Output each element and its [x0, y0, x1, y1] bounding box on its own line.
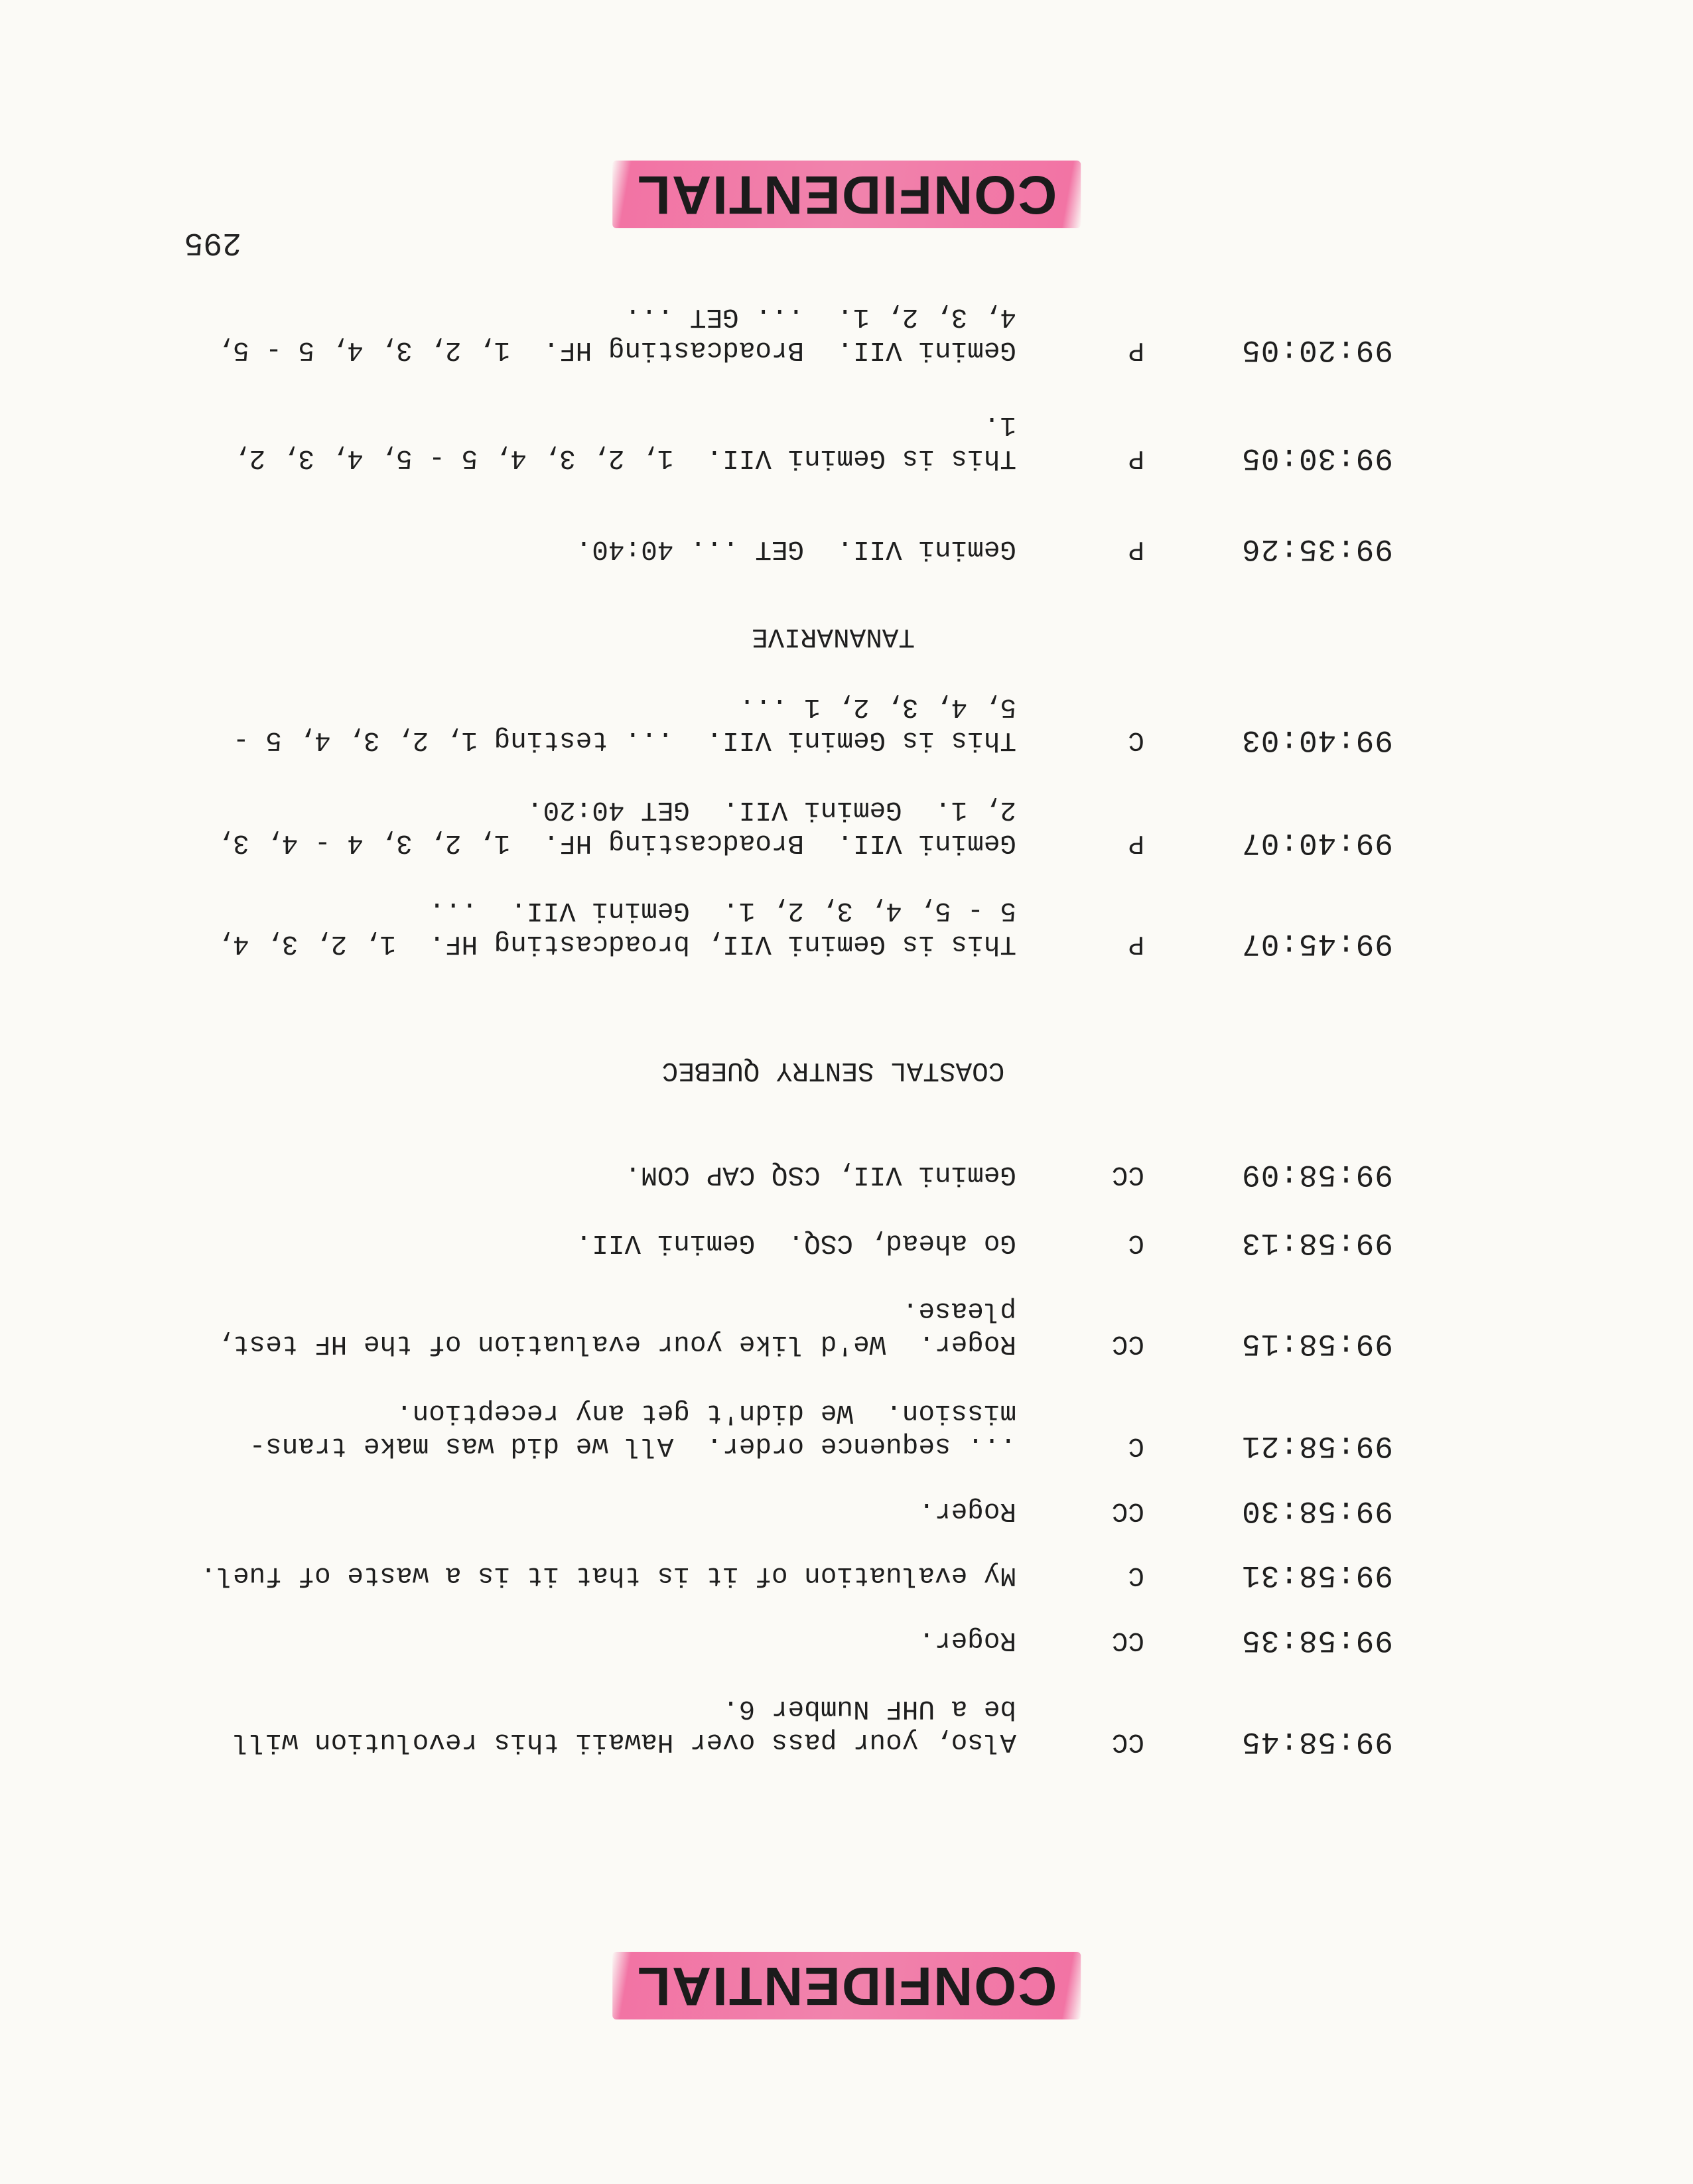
entry-time: 99:58:15: [1241, 1326, 1393, 1361]
entry-time: 99:45:07: [1241, 926, 1393, 961]
entry-speaker: C: [1128, 1560, 1144, 1590]
entry-text: Roger.: [918, 1495, 1016, 1526]
confidential-stamp-footer: CONFIDENTIAL: [612, 161, 1081, 228]
entry-text: This is Gemini VII. 1, 2, 3, 4, 5 - 5, 4, 3, 2, 1.: [233, 409, 1016, 473]
entry-text: Go ahead, CSQ. Gemini VII.: [575, 1227, 1016, 1258]
entry-speaker: C: [1128, 1430, 1144, 1461]
entry-text: Also, your pass over Hawaii this revolution will be a UHF Number 6.: [233, 1693, 1016, 1757]
entry-time: 99:20:05: [1241, 332, 1393, 367]
entry-speaker: CC: [1111, 1726, 1144, 1757]
confidential-stamp-header: CONFIDENTIAL: [612, 1952, 1081, 2019]
entry-speaker: P: [1128, 443, 1144, 473]
entry-speaker: C: [1128, 724, 1144, 755]
entry-text: ... sequence order. All we did was make trans- mission. We didn't get any reception.: [249, 1397, 1016, 1461]
entry-text: Gemini VII. GET ... 40:40.: [575, 533, 1016, 564]
entry-time: 99:58:21: [1241, 1428, 1393, 1463]
entry-speaker: P: [1128, 928, 1144, 959]
entry-time: 99:58:45: [1241, 1724, 1393, 1759]
entry-time: 99:40:03: [1241, 722, 1393, 757]
entry-time: 99:58:35: [1241, 1623, 1393, 1657]
entry-speaker: CC: [1111, 1625, 1144, 1655]
entry-text: Roger.: [918, 1625, 1016, 1655]
entry-text: This is Gemini VII. ... testing 1, 2, 3, 4, 5 - 5, 4, 3, 2, 1 ...: [233, 691, 1016, 755]
entry-time: 99:30:05: [1241, 441, 1393, 475]
entry-speaker: C: [1128, 1227, 1144, 1258]
entry-speaker: P: [1128, 533, 1144, 564]
entry-time: 99:58:13: [1241, 1225, 1393, 1260]
entry-speaker: CC: [1111, 1495, 1144, 1526]
entry-speaker: CC: [1111, 1328, 1144, 1359]
entry-time: 99:58:09: [1241, 1157, 1393, 1192]
entry-text: Gemini VII. Broadcasting HF. 1, 2, 3, 4, 5 - 5, 4, 3, 2, 1. ... GET ...: [216, 301, 1016, 365]
station-heading-tananarive: TANANARIVE: [751, 621, 915, 651]
entry-text: Roger. We'd like your evaluation of the HF test, please.: [216, 1295, 1016, 1359]
entry-text: My evaluation of it is that it is a waste of fuel.: [200, 1560, 1016, 1590]
entry-time: 99:58:31: [1241, 1558, 1393, 1592]
entry-speaker: CC: [1111, 1159, 1144, 1190]
entry-speaker: P: [1128, 334, 1144, 365]
entry-text: Gemini VII. Broadcasting HF. 1, 2, 3, 4 - 4, 3, 2, 1. Gemini VII. GET 40:20.: [216, 794, 1016, 858]
station-heading-coastal-sentry-quebec: COASTAL SENTRY QUEBEC: [661, 1055, 1005, 1085]
entry-text: This is Gemini VII, broadcasting HF. 1, 2, 3, 4, 5 - 5, 4, 3, 2, 1. Gemini VII. ...: [216, 895, 1016, 959]
entry-time: 99:40:07: [1241, 825, 1393, 860]
entry-time: 99:35:26: [1241, 531, 1393, 566]
entry-text: Gemini VII, CSQ CAP COM.: [624, 1159, 1016, 1190]
entry-speaker: P: [1128, 827, 1144, 858]
entry-time: 99:58:30: [1241, 1493, 1393, 1528]
transcript-page: 295 CONFIDENTIAL 99:20:05 P Gemini VII. Broadcasting HF. 1, 2, 3, 4, 5 - 5, 4, 3, 2, 1. ... GET ... 99:30:05 P This is Gemini VII. 1, 2, 3, 4, 5 - 5, 4, 3, 2, 1. 99:35:26 P Gemini VII. GET ... 40:40. TANANARIVE 99:40:03 C This is Gemini VII. ... testing 1, 2, 3, 4, 5 - 5, 4, 3, 2, 1 ... 99:40:07 P Gemini VII. Broadcasting HF. 1, 2, 3, 4 - 4, 3, 2, 1. Gemini VII. GET 40:20. 99:45:07 P This is Gemini VII, broadcasting HF. 1, 2, 3, 4, 5 - 5, 4, 3, 2, 1. Gemini VII. ... COASTAL SENTRY QUEBEC 99:58:09 CC Gemini VII, CSQ CAP COM. 99:58:13 C Go ahead, CSQ. Gemini VII. 99:58:15 CC Roger. We'd like your evaluation of the HF test, please. 99:58:21 C ... sequence order. All we did was make trans- mission. We didn't get any reception. 99:58:30 CC Roger. 99:58:31 C My evaluation of it is that it is a waste of fuel. 99:58:35 CC Roger. 99:58:45 CC Also, your pass over Hawaii this revolution will be a UHF Number 6. CONFIDENTIAL: [0, 0, 1693, 2184]
